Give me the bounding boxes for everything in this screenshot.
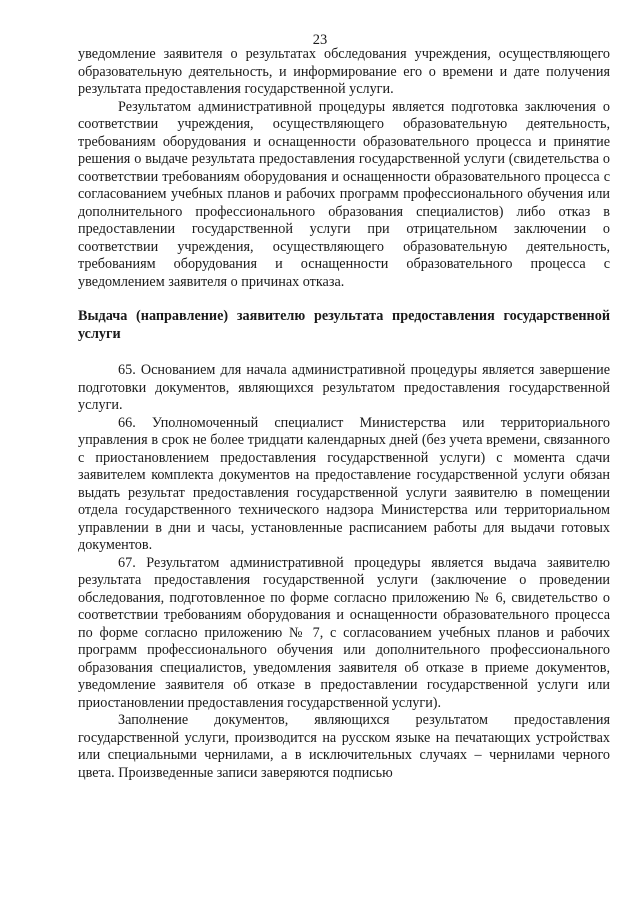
paragraph-66: 66. Уполномоченный специалист Министерства или территориального управления в срок не более тридцати календарных дней (без учета времени, связанного с приостановлением предоставления государственной услуги) с момента сдачи заявителем комплекта документов на предоставление государственной услуги обязан выдать результат предоставления государственной услуги заявителю в помещении отдела государственного технического надзора Министерства или территориальном управлении в дни и часы, установленные расписанием работы для выдачи готовых документов. xyxy=(78,414,610,553)
paragraph-filling: Заполнение документов, являющихся результатом предоставления государственной услуги, производится на русском языке на печатающих устройствах или специальными чернилами, а в исключительных случаях – чернилами черного цвета. Произведенные записи заверяются подписью xyxy=(78,712,610,781)
section-heading: Выдача (направление) заявителю результата предоставления государственной услуги xyxy=(78,308,610,342)
paragraph-65: 65. Основанием для начала административной процедуры является завершение подготовки документов, являющихся результатом предоставления государственной услуги. xyxy=(78,362,610,413)
paragraph-result: Результатом административной процедуры является подготовка заключения о соответствии учреждения, осуществляющего образовательную деятельность, требованиям оборудования и оснащенности образовательного процесса и принятие решения о выдаче результата предоставления государственной услуги (свидетельства о соответствии требованиям оборудования и оснащенности образовательного процесса с согласованием учебных планов и рабочих программ профессионального обучения или дополнительного профессионального образования специалистов) либо отказ в предоставлении государственной услуги при отрицательном заключении о соответствии учреждения, осуществляющего образовательную деятельность, требованиям оборудования и оснащенности образовательного процесса с уведомлением заявителя о причинах отказа. xyxy=(78,98,610,290)
paragraph-continuation: уведомление заявителя о результатах обследования учреждения, осуществляющего образовательную деятельность, и информирование его о времени и дате получения результата предоставления государственной услуги. xyxy=(78,46,610,97)
page-number: 23 xyxy=(312,32,328,48)
page-content xyxy=(78,46,610,782)
paragraph-67: 67. Результатом административной процедуры является выдача заявителю результата предоставления государственной услуги (заключение о проведении обследования, подготовленное по форме согласно приложению № 6, свидетельство о соответствии требованиям оборудования и оснащенности образовательного процесса по форме согласно приложению № 7, с согласованием учебных планов и рабочих программ профессионального обучения или дополнительного профессионального образования специалистов, уведомления заявителя об отказе в приеме документов, уведомление заявителя об отказе в предоставлении государственной услуги или приостановлении предоставления государственной услуги). xyxy=(78,554,610,711)
